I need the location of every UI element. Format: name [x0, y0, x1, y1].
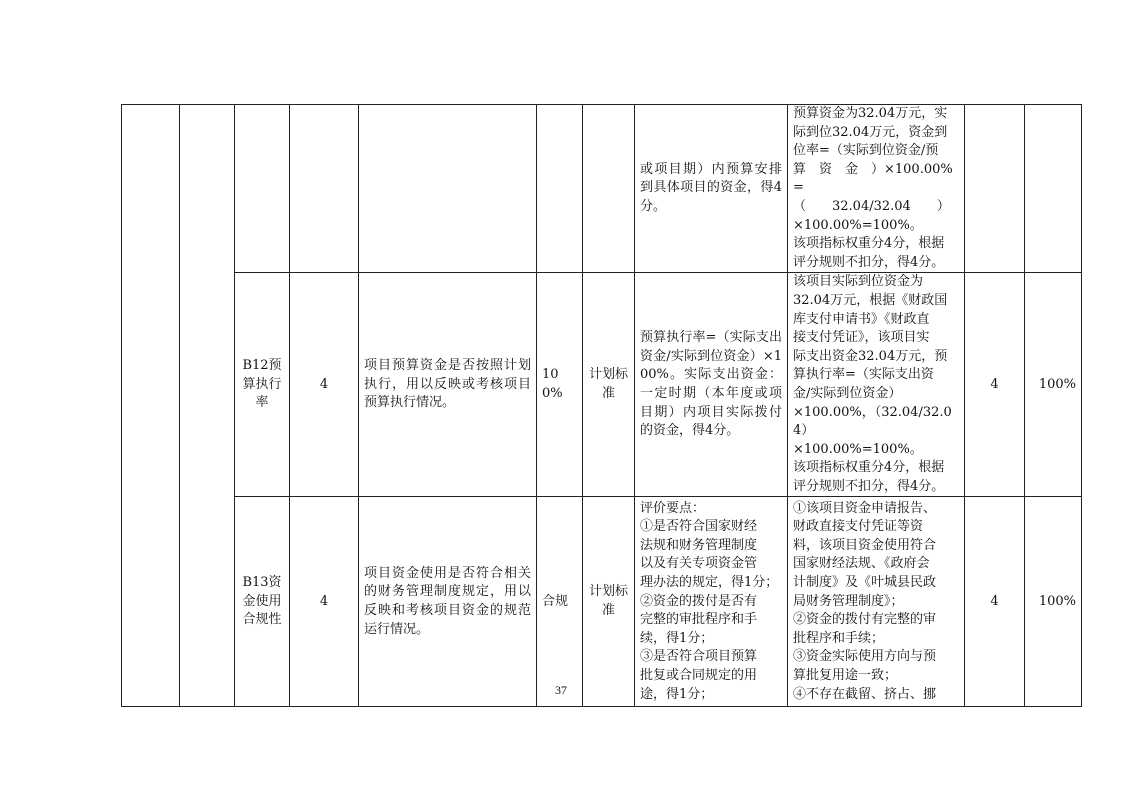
rate-cell: 100%: [1025, 273, 1082, 497]
finding-line: 局财务管理制度》；: [793, 593, 904, 609]
finding-line: 国家财经法规、《政府会: [793, 556, 930, 572]
standard-cell: 计划标准: [583, 273, 635, 497]
target-cell: [537, 105, 583, 273]
criteria-cell: 或项目期）内预算安排到具体项目的资金，得4分。: [635, 105, 788, 273]
standard-cell: 计划标准: [583, 497, 635, 707]
indicator-cell: [235, 105, 290, 273]
target-cell: 100%: [537, 273, 583, 497]
finding-line: 计制度》及《叶城县民政: [793, 575, 937, 591]
criteria-line: 理办法的规定，得1分；: [640, 575, 779, 591]
criteria-line: 评价要点：: [640, 500, 706, 516]
target-cell: 合规: [537, 497, 583, 707]
finding-line: 预算资金为32.04万元，实: [793, 106, 948, 121]
criteria-line: 以及有关专项资金管: [640, 556, 758, 572]
indicator-cell: B12预算执行率: [235, 273, 290, 497]
finding-line: 该项指标权重分4分，根据: [793, 460, 945, 476]
description-cell: [359, 105, 537, 273]
score-cell: [965, 105, 1025, 273]
finding-line: 评分规则不扣分，得4分。: [793, 254, 945, 270]
indicator-cell: B13资金使用合规性: [235, 497, 290, 707]
finding-line: 接支付凭证》，该项目实: [793, 330, 930, 346]
finding-line: 算批复用途一致；: [793, 668, 898, 684]
finding-line: 库支付申请书》《财政直: [793, 311, 930, 327]
subcategory-cell: [180, 105, 235, 707]
weight-cell: [290, 105, 359, 273]
finding-line: 金/实际到位资金）: [793, 385, 902, 401]
finding-line: 际支出资金32.04万元，预: [793, 348, 948, 364]
finding-cell: [788, 273, 965, 497]
finding-line: （ 32.04/32.04 ）: [793, 198, 950, 214]
page-number: 37: [555, 683, 567, 697]
description-cell: 项目资金使用是否符合相关的财务管理制度规定，用以反映和考核项目资金的规范运行情况。: [359, 497, 537, 707]
table-row: [122, 105, 1082, 273]
finding-line: ×100.00%，（32.04/32.04）: [793, 404, 952, 439]
criteria-line: 完整的审批程序和手: [640, 612, 758, 628]
score-cell: 4: [965, 497, 1025, 707]
finding-line: 际到位32.04万元，资金到: [793, 124, 948, 140]
rate-cell: [1025, 105, 1082, 273]
finding-line: 批程序和手续；: [793, 630, 885, 646]
table-row: [122, 273, 1082, 497]
criteria-line: 续，得1分；: [640, 630, 714, 646]
criteria-line: 批复或合同规定的用: [640, 668, 758, 684]
criteria-cell: [635, 497, 788, 707]
finding-line: 评分规则不扣分，得4分。: [793, 478, 945, 494]
evaluation-table: [121, 104, 1082, 707]
finding-line: 32.04万元，根据《财政国: [793, 292, 948, 308]
finding-line: ①该项目资金申请报告、: [793, 500, 937, 516]
finding-line: 位率=（实际到位资金/预: [793, 143, 939, 159]
criteria-line: ②资金的拨付是否有: [640, 593, 758, 609]
finding-cell: [788, 105, 965, 273]
finding-cell: [788, 497, 965, 707]
criteria-line: ③是否符合项目预算: [640, 649, 758, 665]
criteria-line: 途，得1分；: [640, 686, 714, 702]
finding-line: ×100.00%=100%。: [793, 441, 923, 457]
finding-line: 算执行率=（实际支出资: [793, 367, 934, 383]
finding-line: ×100.00%=100%。: [793, 217, 923, 233]
finding-line: 算 资 金 ）×100.00%=: [793, 161, 953, 196]
finding-line: ③资金实际使用方向与预: [793, 649, 937, 665]
finding-line: ④不存在截留、挤占、挪: [793, 686, 937, 702]
finding-line: ②资金的拨付有完整的审: [793, 612, 937, 628]
score-cell: 4: [965, 273, 1025, 497]
standard-cell: [583, 105, 635, 273]
finding-line: 料，该项目资金使用符合: [793, 537, 937, 553]
weight-cell: 4: [290, 273, 359, 497]
criteria-line: ①是否符合国家财经: [640, 519, 758, 535]
weight-cell: 4: [290, 497, 359, 707]
finding-line: 财政直接支付凭证等资: [793, 519, 924, 535]
rate-cell: 100%: [1025, 497, 1082, 707]
criteria-line: 法规和财务管理制度: [640, 537, 758, 553]
finding-line: 该项目实际到位资金为: [793, 274, 924, 290]
description-cell: 项目预算资金是否按照计划执行，用以反映或考核项目预算执行情况。: [359, 273, 537, 497]
finding-line: 该项指标权重分4分，根据: [793, 236, 945, 252]
table-row: [122, 497, 1082, 707]
category-cell: [122, 105, 180, 707]
criteria-cell: 预算执行率=（实际支出资金/实际到位资金）×100%。实际支出资金：一定时期（本年度或项目期）内项目实际拨付的资金，得4分。: [635, 273, 788, 497]
